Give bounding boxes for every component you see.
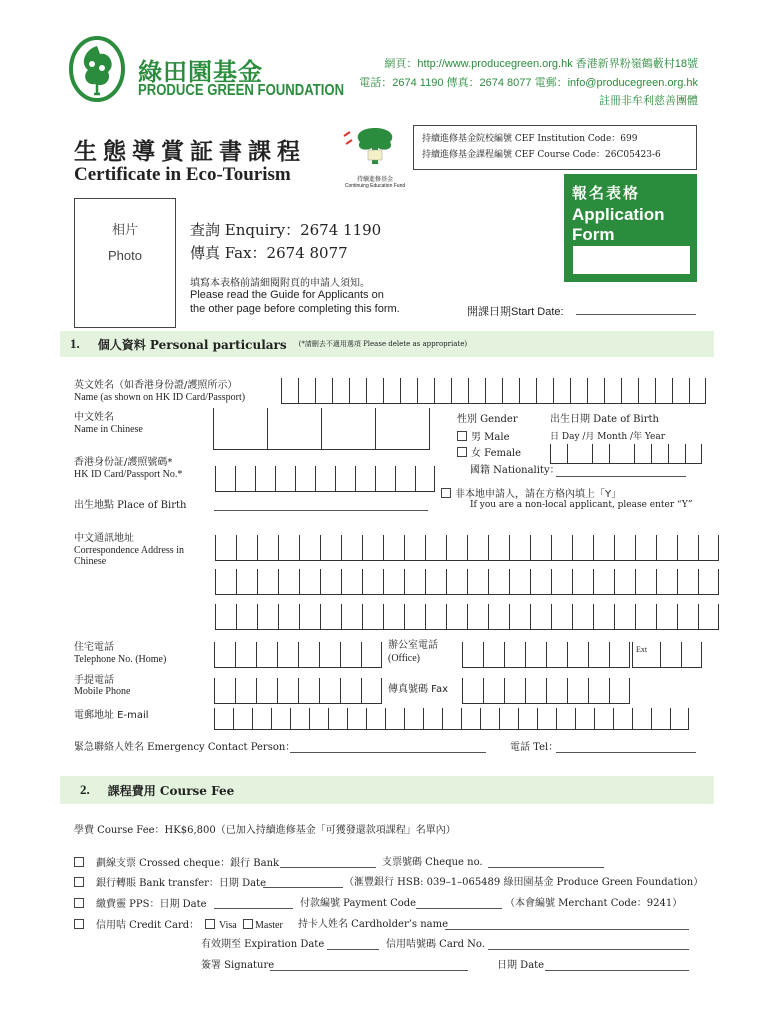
pps-label: 繳費靈 PPS：日期 Date bbox=[96, 899, 207, 910]
hkid-label-en: HK ID Card/Passport No.* bbox=[74, 469, 183, 480]
office-label-cn: 辦公室電話 bbox=[388, 640, 438, 651]
hkid-label-cn: 香港身份証/護照號碼* bbox=[74, 457, 173, 468]
credit-checkbox[interactable] bbox=[74, 919, 84, 929]
guide-note-cn: 填寫本表格前請細閱附頁的申請人須知。 bbox=[190, 278, 370, 289]
emergency-label: 緊急聯絡人姓名 Emergency Contact Person： bbox=[74, 742, 296, 753]
visa-option[interactable] bbox=[205, 919, 237, 932]
credit-label: 信用咭 Credit Card： bbox=[96, 920, 200, 931]
org-name-cn: 綠田園基金 bbox=[138, 58, 263, 86]
cef-logo-en: Continuing Education Fund bbox=[344, 183, 406, 189]
nonlocal-checkbox[interactable] bbox=[441, 488, 451, 498]
section-2-header bbox=[60, 776, 714, 804]
start-date-label: 開課日期Start Date: bbox=[467, 306, 564, 318]
female-checkbox[interactable] bbox=[457, 447, 467, 457]
tel-home-boxes[interactable] bbox=[214, 642, 382, 668]
transfer-checkbox[interactable] bbox=[74, 877, 84, 887]
form-number-field[interactable] bbox=[573, 246, 690, 274]
email-label: 電郵地址 E-mail bbox=[74, 710, 149, 721]
section-2-title: 課程費用 Course Fee bbox=[107, 783, 235, 798]
transfer-date-field[interactable] bbox=[263, 876, 343, 888]
cheque-no-label: 支票號碼 Cheque no. bbox=[382, 857, 483, 868]
ext-label: Ext bbox=[636, 645, 648, 654]
section-1-number: 1. bbox=[70, 336, 80, 351]
tel-label-cn: 住宅電話 bbox=[74, 642, 114, 653]
email-boxes[interactable] bbox=[214, 708, 689, 730]
section-1-note: (*請刪去不適用選項 Please delete as appropriate) bbox=[298, 340, 468, 348]
mobile-label-en: Mobile Phone bbox=[74, 686, 131, 697]
signature-label: 簽署 Signature bbox=[201, 960, 275, 971]
pps-checkbox[interactable] bbox=[74, 898, 84, 908]
cheque-bank-field[interactable] bbox=[280, 856, 376, 868]
dob-format: 日 Day /月 Month /年 Year bbox=[550, 432, 666, 442]
merchant-code: （本會編號 Merchant Code：9241） bbox=[505, 898, 683, 909]
cef-logo-cn: 持續進修基金 bbox=[356, 176, 393, 183]
address-label-en-1: Correspondence Address in bbox=[74, 545, 184, 556]
cheque-label: 劃線支票 Crossed cheque：銀行 Bank bbox=[96, 858, 280, 869]
application-form-box bbox=[564, 174, 697, 282]
emergency-tel-field[interactable] bbox=[556, 741, 696, 753]
office-label-en: (Office) bbox=[388, 653, 421, 664]
cheque-option[interactable] bbox=[74, 857, 279, 870]
section-2-number: 2. bbox=[80, 782, 90, 797]
contact-line: 電話：2674 1190 傳真：2674 8077 電郵：info@producegreen.org.hk bbox=[359, 77, 698, 89]
section-1-title: 個人資料 Personal particulars bbox=[97, 337, 287, 352]
master-option[interactable] bbox=[243, 919, 283, 932]
nationality-field[interactable] bbox=[556, 465, 686, 477]
mobile-boxes[interactable] bbox=[214, 678, 382, 704]
male-checkbox[interactable] bbox=[457, 431, 467, 441]
section-1-header bbox=[60, 331, 714, 357]
guide-note-en-2: the other page before completing this form. bbox=[190, 303, 400, 315]
enquiry-line: 查詢 Enquiry：2674 1190 bbox=[190, 221, 382, 239]
fax-boxes[interactable] bbox=[462, 678, 630, 704]
cheque-no-field[interactable] bbox=[488, 856, 604, 868]
visa-checkbox[interactable] bbox=[205, 919, 215, 929]
course-title-cn: 生態導賞証書課程 bbox=[74, 138, 306, 165]
signature-field[interactable] bbox=[270, 959, 468, 971]
expiry-label: 有效期至 Expiration Date bbox=[201, 939, 325, 950]
payment-code-field[interactable] bbox=[416, 897, 502, 909]
course-title-en: Certificate in Eco-Tourism bbox=[74, 164, 291, 185]
cef-logo bbox=[338, 122, 412, 188]
charity-line: 註冊非牟利慈善團體 bbox=[599, 95, 698, 107]
form-title-cn: 報名表格 bbox=[572, 184, 641, 202]
visa-label: Visa bbox=[219, 920, 237, 931]
address-boxes-row-3[interactable] bbox=[215, 604, 719, 630]
hkid-boxes[interactable] bbox=[215, 466, 435, 492]
address-boxes-row-1[interactable] bbox=[215, 535, 719, 561]
mobile-label-cn: 手提電話 bbox=[74, 675, 114, 686]
birth-place-field[interactable] bbox=[214, 499, 428, 511]
dob-boxes[interactable] bbox=[550, 444, 702, 464]
name-cn-label-cn: 中文姓名 bbox=[74, 412, 114, 423]
emergency-field[interactable] bbox=[290, 741, 486, 753]
male-label: 男 Male bbox=[471, 432, 510, 443]
dob-label: 出生日期 Date of Birth bbox=[550, 414, 659, 425]
name-cn-boxes[interactable] bbox=[213, 408, 430, 450]
start-date-field[interactable] bbox=[576, 302, 696, 315]
master-label: Master bbox=[255, 920, 283, 931]
fax-label: 傳真號碼 Fax bbox=[388, 684, 449, 695]
transfer-label: 銀行轉賬 Bank transfer：日期 Date bbox=[96, 878, 266, 889]
gender-female-option[interactable] bbox=[457, 447, 521, 460]
address-label-cn: 中文通訊地址 bbox=[74, 533, 134, 544]
cef-institution-code: 持續進修基金院校編號 CEF Institution Code：699 bbox=[422, 134, 638, 144]
emergency-tel-label: 電話 Tel： bbox=[510, 742, 559, 753]
cef-course-code: 持續進修基金課程編號 CEF Course Code：26C05423-6 bbox=[422, 150, 661, 160]
form-title-en-1: Application bbox=[572, 205, 665, 224]
date-label: 日期 Date bbox=[497, 960, 545, 971]
org-name-en: PRODUCE GREEN FOUNDATION bbox=[138, 82, 345, 99]
photo-label-cn: 相片 bbox=[111, 223, 138, 238]
course-fee-line: 學費 Course Fee：HK$6,800（已加入持續進修基金「可獲發還款項課程」名單內） bbox=[74, 825, 456, 836]
cardholder-field[interactable] bbox=[445, 918, 689, 930]
nationality-label: 國籍 Nationality： bbox=[470, 465, 560, 476]
gender-label: 性別 Gender bbox=[457, 414, 518, 425]
cef-code-box bbox=[413, 125, 697, 170]
web-line: 網頁：http://www.producegreen.org.hk 香港新界粉嶺鶴藪村18號 bbox=[384, 58, 698, 70]
master-checkbox[interactable] bbox=[243, 919, 253, 929]
payment-code-label: 付款編號 Payment Code bbox=[300, 898, 417, 909]
tel-office-boxes[interactable] bbox=[462, 642, 630, 668]
name-en-label-cn: 英文姓名（如香港身份證/護照所示） bbox=[74, 380, 238, 391]
cardholder-label: 持卡人姓名 Cardholder’s name bbox=[298, 919, 449, 930]
nonlocal-label-en: If you are a non-local applicant, please enter “Y” bbox=[470, 500, 693, 510]
gender-male-option[interactable] bbox=[457, 431, 510, 444]
date-field[interactable] bbox=[545, 959, 689, 971]
nonlocal-label-cn: 非本地申請人，請在方格內填上「Y」 bbox=[455, 489, 622, 500]
fax-line: 傳真 Fax：2674 8077 bbox=[190, 244, 348, 262]
tel-label-en: Telephone No. (Home) bbox=[74, 654, 167, 665]
foundation-logo bbox=[68, 36, 126, 102]
ext-boxes[interactable] bbox=[632, 642, 702, 668]
expiry-field[interactable] bbox=[327, 938, 379, 950]
photo-box bbox=[74, 198, 176, 328]
address-boxes-row-2[interactable] bbox=[215, 569, 719, 595]
pps-date-field[interactable] bbox=[214, 897, 293, 909]
name-cn-label-en: Name in Chinese bbox=[74, 424, 143, 435]
female-label: 女 Female bbox=[471, 448, 522, 459]
form-title-en-2: Form bbox=[572, 225, 615, 244]
card-no-label: 信用咭號碼 Card No. bbox=[386, 939, 485, 950]
photo-label-en: Photo bbox=[108, 248, 142, 263]
transfer-note: （滙豐銀行 HSB: 039–1–065489 綠田園基金 Produce Green Foundation） bbox=[344, 877, 704, 888]
cheque-checkbox[interactable] bbox=[74, 857, 84, 867]
transfer-option[interactable] bbox=[74, 877, 266, 890]
pps-option[interactable] bbox=[74, 898, 207, 911]
card-no-field[interactable] bbox=[488, 938, 689, 950]
credit-option[interactable] bbox=[74, 919, 199, 932]
guide-note-en-1: Please read the Guide for Applicants on bbox=[190, 289, 384, 301]
birth-place-label: 出生地點 Place of Birth bbox=[74, 500, 187, 511]
name-en-boxes[interactable] bbox=[281, 378, 706, 404]
name-en-label-en: Name (as shown on HK ID Card/Passport) bbox=[74, 392, 246, 403]
address-label-en-2: Chinese bbox=[74, 556, 107, 567]
